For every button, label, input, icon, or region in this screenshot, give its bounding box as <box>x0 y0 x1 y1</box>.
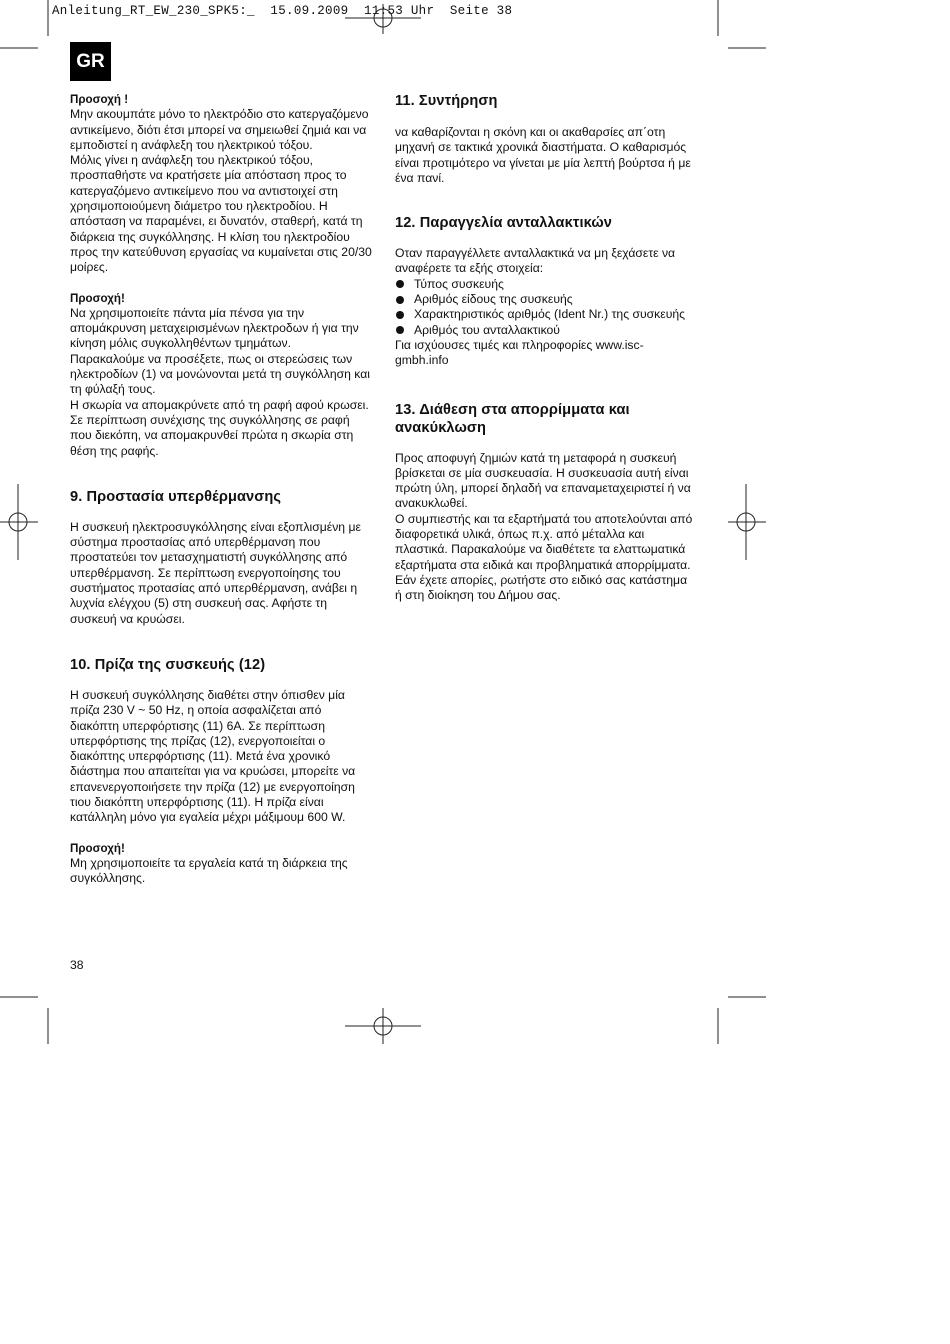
section-12-outro: Για ισχύουσες τιμές και πληροφορίες www.isc-gmbh.info <box>395 337 644 368</box>
print-slug-line: Anleitung_RT_EW_230_SPK5:_ 15.09.2009 11:53 Uhr Seite 38 <box>52 4 513 18</box>
warning-paragraph: Παρακαλούμε να προσέξετε, πως οι στερεώσεις των ηλεκτροδίων (1) να μονώνονται μετά τη συγκόλληση και τη φύλαξή τους. <box>70 351 371 397</box>
list-item: Αριθμός του ανταλλακτικού <box>395 323 695 338</box>
warning-title: Προσοχή! <box>70 841 125 855</box>
bullet-icon <box>396 311 404 319</box>
left-column <box>70 92 372 886</box>
section-12-heading: 12. Παραγγελία ανταλλακτικών <box>395 215 613 232</box>
section-11-body: να καθαρίζονται η σκόνη και οι ακαθαρσίες απ΄οτη μηχανή σε τακτικά χρονικά διαστήματα. Ο καθαρισμός είναι προτιμότερο να γίνεται με μία λεπτή βούρτσα ή με ένα πανί. <box>395 125 691 185</box>
section-13-paragraph: Προς αποφυγή ζημιών κατά τη μεταφορά η συσκευή βρίσκεται σε μία συσκευασία. Η συσκευασία αυτή είναι πρώτη ύλη, μπορεί δηλαδή να επαναμεταχειριστεί ή να ανακυκλωθεί. <box>395 450 691 511</box>
list-item: Αριθμός είδους της συσκευής <box>395 292 695 307</box>
registration-mark-bottom <box>345 1008 421 1044</box>
warning-paragraph: Να χρησιμοποιείτε πάντα μία πένσα για την απομάκρυνση μεταχειρισμένων ηλεκτροδων ή για την κίνηση μόλις συγκολληθέντων τμημάτων. <box>70 305 359 351</box>
section-13-paragraph: Ο συμπιεστής και τα εξαρτήματά του αποτελούνται από διαφορετικά υλικά, όπως π.χ. από μέταλλα και πλαστικά. Παρακαλούμε να διαθέτετε τα ελαττωματικά εξαρτήματα στα ειδικά και προβληματικά απορρίμματα. Εάν έχετε απορίες, ρωτήστε στο ειδικό σας κατάστημα ή στη διοίκηση του Δήμου σας. <box>395 511 693 603</box>
warning-text: Μην ακουμπάτε μόνο το ηλεκτρόδιο στο κατεργαζόμενο αντικείμενο, διότι έτσι μπορεί να σημειωθεί ζημιά και να εμποδιστεί η ανάφλεξη του ηλεκτρικού τόξου. <box>70 107 369 152</box>
section-11-heading: 11. Συντήρηση <box>395 93 498 109</box>
section-10-body: Η συσκευή συγκόλλησης διαθέτει στην όπισθεν μία πρίζα 230 V ~ 50 Hz, η οποία ασφαλίζεται από διακόπτη υπερφόρτισης (11) 6A. Σε περίπτωση υπερφόρτισης της πρίζας (12), ενεργοποιείται ο διακόπτης υπερφόρτισης (11). Μετά ένα χρονικό διάστημα που απαιτείται για να κρυώσει, μπορείτε να επανενεργοποιήσετε την πρίζα (12) με ενεργοποίηση τιου διακόπτη υπερφόρτισης (11). Η πρίζα είναι κατάλληλη μόνο για εγαλεία μέχρι μάξιμουμ 600 W. <box>70 687 356 825</box>
registration-mark-top <box>345 4 421 34</box>
warning-paragraph: Η σκωρία να απομακρύνετε από τη ραφή αφού κρωσει. <box>70 397 369 412</box>
page-number: 38 <box>70 958 84 972</box>
bullet-icon <box>396 280 404 288</box>
warning-title: Προσοχή ! <box>70 93 129 106</box>
warning-text: Μη χρησιμοποιείτε τα εργαλεία κατά τη διάρκεια της συγκόλλησης. <box>70 855 348 886</box>
warning-paragraph: Σε περίπτωση συνέχισης της συγκόλλησης σε ραφή που διεκόπη, να απομακρυνθεί πρώτα η σκωρία στη θέση της ραφής. <box>70 412 354 458</box>
language-badge: GR <box>70 42 111 81</box>
registration-mark-right <box>728 484 766 560</box>
bullet-icon <box>396 296 404 304</box>
list-item: Τύπος συσκευής <box>395 277 695 292</box>
right-column <box>395 92 695 604</box>
section-12-intro: Οταν παραγγέλλετε ανταλλακτικά να μη ξεχάσετε να αναφέρετε τα εξής στοιχεία: <box>395 246 676 276</box>
spare-parts-info-list <box>395 277 695 338</box>
section-10-heading: 10. Πρίζα της συσκευής (12) <box>70 656 266 673</box>
warning-title: Προσοχή! <box>70 291 125 305</box>
section-9-heading: 9. Προστασία υπερθέρμανσης <box>70 488 282 505</box>
bullet-icon <box>396 326 404 334</box>
list-item: Χαρακτηριστικός αριθμός (Ident Nr.) της συσκευής <box>395 307 695 322</box>
section-9-body: Η συσκευή ηλεκτροσυγκόλλησης είναι εξοπλισμένη με σύστημα προστασίας από υπερθέρμανση που προστατεύει τον μετασχηματιστή συγκόλλησης από υπερθέρμανση. Σε περίπτωση ενεργοποίησης του συστήματος προτασίας από υπερθέρμανση, ανάβει η λυχνία ελέγχου (5) στη συσκευή σας. Αφήστε τη συσκευή να κρυώσει. <box>70 519 361 626</box>
section-13-heading: 13. Διάθεση στα απορρίμματα και ανακύκλωση <box>395 401 630 436</box>
warning-text-continued: Μόλις γίνει η ανάφλεξη του ηλεκτρικού τόξου, προσπαθήστε να κρατήσετε μία απόσταση προς το κατεργαζόμενο αντικείμενο που να αντιστοιχεί στη χρησιμοποιούμενη διάμετρο του ηλεκτροδίου. Η απόσταση να παραμένει, ει δυνατόν, σταθερή, κατά τη διάρκεια της συγκόλλησης. Η κλίση του ηλεκτροδίου προς την κατεύθυνση εργασίας να κυμαίνεται στις 20/30 μοίρες. <box>70 153 372 275</box>
registration-mark-left <box>0 484 38 560</box>
